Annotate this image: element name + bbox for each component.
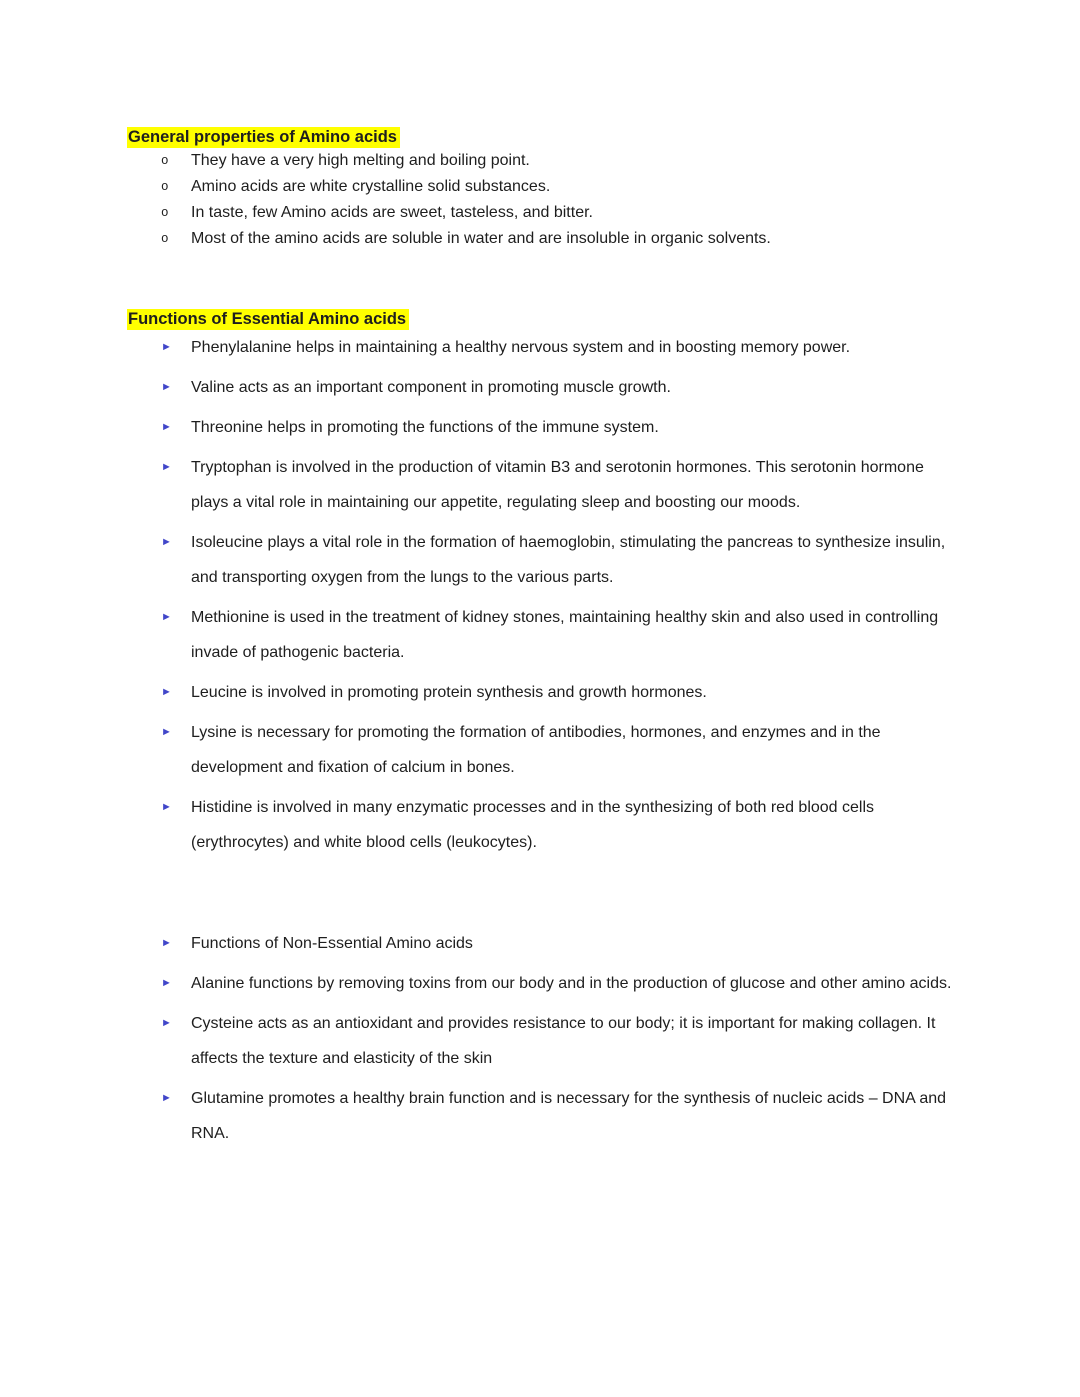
list-item: [127, 450, 954, 520]
circle-bullet-icon: o: [161, 154, 169, 168]
non-essential-functions-list: [127, 926, 954, 1151]
arrow-bullet-icon: ►: [161, 937, 172, 949]
list-item-text: Methionine is used in the treatment of kidney stones, maintaining healthy skin and also used in controlling invade of pathogenic bacteria.: [191, 609, 939, 661]
list-item-text: Lysine is necessary for promoting the formation of antibodies, hormones, and enzymes and in the development and fixation of calcium in bones.: [191, 724, 881, 776]
list-item-text: Histidine is involved in many enzymatic processes and in the synthesizing of both red blood cells (erythrocytes) and white blood cells (leukocytes).: [191, 799, 875, 851]
arrow-bullet-icon: ►: [161, 801, 172, 813]
circle-bullet-icon: o: [161, 232, 169, 246]
arrow-bullet-icon: ►: [161, 977, 172, 989]
list-item: [127, 926, 954, 961]
general-properties-list: [127, 148, 954, 252]
list-item: [127, 790, 954, 860]
list-item-text: They have a very high melting and boiling point.: [191, 152, 530, 169]
section-essential-functions: [127, 308, 954, 860]
list-item: [127, 1081, 954, 1151]
list-item-text: Glutamine promotes a healthy brain function and is necessary for the synthesis of nucleic acids – DNA and RNA.: [191, 1090, 947, 1142]
list-item-text: Valine acts as an important component in promoting muscle growth.: [191, 379, 671, 396]
list-item-text: Functions of Non-Essential Amino acids: [191, 935, 473, 952]
section-non-essential-functions: [127, 926, 954, 1151]
arrow-bullet-icon: ►: [161, 1017, 172, 1029]
list-item: [127, 330, 954, 365]
section-general-properties: [127, 126, 954, 252]
list-item-text: Most of the amino acids are soluble in water and are insoluble in organic solvents.: [191, 230, 771, 247]
list-item-text: Phenylalanine helps in maintaining a healthy nervous system and in boosting memory power.: [191, 339, 851, 356]
list-item: [127, 966, 954, 1001]
highlighted-heading-text: Functions of Essential Amino acids: [127, 309, 409, 330]
list-item: [127, 148, 954, 174]
arrow-bullet-icon: ►: [161, 461, 172, 473]
list-item-text: Tryptophan is involved in the production of vitamin B3 and serotonin hormones. This serotonin hormone plays a vital role in maintaining our appetite, regulating sleep and boosting our moods.: [191, 459, 924, 511]
list-item: [127, 600, 954, 670]
list-item: [127, 525, 954, 595]
list-item-text: In taste, few Amino acids are sweet, tasteless, and bitter.: [191, 204, 593, 221]
highlighted-heading-text: General properties of Amino acids: [127, 127, 400, 148]
arrow-bullet-icon: ►: [161, 686, 172, 698]
list-item-text: Cysteine acts as an antioxidant and provides resistance to our body; it is important for making collagen. It affects the texture and elasticity of the skin: [191, 1015, 936, 1067]
list-item: [127, 370, 954, 405]
list-item: [127, 226, 954, 252]
circle-bullet-icon: o: [161, 180, 169, 194]
section-heading: [127, 126, 954, 148]
circle-bullet-icon: o: [161, 206, 169, 220]
list-item: [127, 1006, 954, 1076]
list-item: [127, 675, 954, 710]
list-item: [127, 715, 954, 785]
arrow-bullet-icon: ►: [161, 381, 172, 393]
list-item: [127, 200, 954, 226]
arrow-bullet-icon: ►: [161, 611, 172, 623]
arrow-bullet-icon: ►: [161, 341, 172, 353]
section-heading: [127, 308, 954, 330]
list-item: [127, 174, 954, 200]
arrow-bullet-icon: ►: [161, 726, 172, 738]
list-item: [127, 410, 954, 445]
list-item-text: Leucine is involved in promoting protein synthesis and growth hormones.: [191, 684, 707, 701]
list-item-text: Isoleucine plays a vital role in the formation of haemoglobin, stimulating the pancreas to synthesize insulin, and transporting oxygen from the lungs to the various parts.: [191, 534, 946, 586]
essential-functions-list: [127, 330, 954, 860]
arrow-bullet-icon: ►: [161, 1092, 172, 1104]
list-item-text: Threonine helps in promoting the functions of the immune system.: [191, 419, 659, 436]
list-item-text: Alanine functions by removing toxins from our body and in the production of glucose and other amino acids.: [191, 975, 952, 992]
arrow-bullet-icon: ►: [161, 421, 172, 433]
list-item-text: Amino acids are white crystalline solid substances.: [191, 178, 551, 195]
arrow-bullet-icon: ►: [161, 536, 172, 548]
